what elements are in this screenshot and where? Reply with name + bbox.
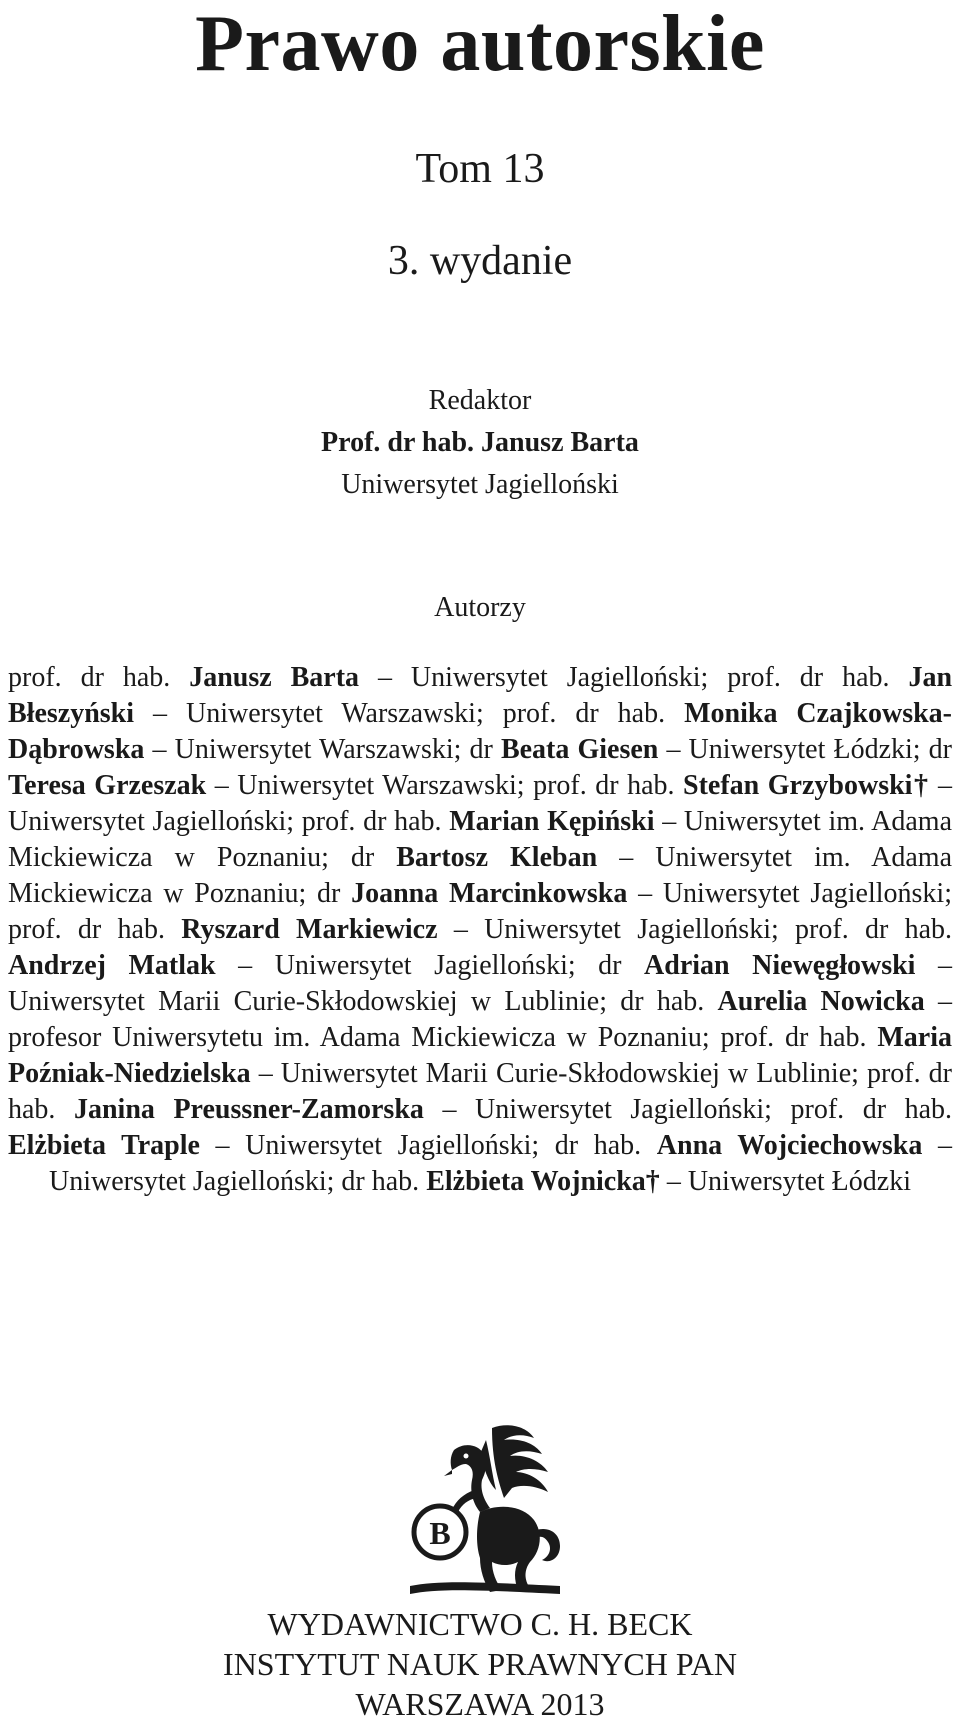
- editor-label: Redaktor: [428, 385, 532, 416]
- author-name: Adrian Niewęgłowski: [644, 950, 916, 981]
- author-name: Joanna Marcinkowska: [351, 878, 628, 909]
- author-name: Maria Poźniak-Niedzielska: [8, 1022, 952, 1089]
- author-title: prof. dr hab.: [301, 806, 450, 837]
- author-title: dr hab.: [341, 1166, 427, 1197]
- author-entry: [317, 878, 952, 909]
- author-name: Aurelia Nowicka: [717, 986, 925, 1017]
- author-affiliation: – Uniwersytet Marii Curie-Skłodowskiej w Lublinie;: [8, 950, 953, 1017]
- author-name: Beata Giesen: [500, 734, 659, 765]
- author-title: dr: [928, 734, 952, 765]
- author-name: Janusz Barta: [189, 662, 360, 693]
- author-affiliation: – Uniwersytet Jagielloński;: [359, 662, 728, 693]
- svg-text:B: B: [429, 1515, 451, 1551]
- author-name: Jan Błeszyński: [8, 662, 953, 729]
- author-name: Elżbieta Traple: [8, 1130, 200, 1161]
- author-name: Anna Wojciechowska: [656, 1130, 923, 1161]
- author-affiliation: – profesor Uniwersytetu im. Adama Mickiewicza w Poznaniu;: [8, 986, 952, 1053]
- author-affiliation: – Uniwersytet Jagielloński;: [423, 1094, 791, 1125]
- author-title: dr: [317, 878, 352, 909]
- author-affiliation: – Uniwersytet Jagielloński;: [199, 1130, 555, 1161]
- authors-label: Autorzy: [434, 592, 526, 623]
- author-title: dr hab.: [620, 986, 718, 1017]
- author-affiliation: – Uniwersytet Łódzki;: [658, 734, 929, 765]
- author-title: prof. dr hab.: [795, 914, 952, 945]
- author-affiliation: – Uniwersytet Jagielloński;: [49, 1130, 952, 1197]
- publisher-block: [0, 1604, 960, 1724]
- editor-affiliation: Uniwersytet Jagielloński: [341, 469, 619, 500]
- author-name: Marian Kępiński: [449, 806, 655, 837]
- author-affiliation: – Uniwersytet Łódzki: [659, 1166, 911, 1197]
- author-name: Janina Preussner-Zamorska: [73, 1094, 424, 1125]
- author-affiliation: – Uniwersytet Jagielloński;: [437, 914, 796, 945]
- author-title: prof. dr hab.: [8, 1058, 952, 1125]
- author-entry: [470, 734, 929, 765]
- author-title: dr: [469, 734, 501, 765]
- author-affiliation: – Uniwersytet im. Adama Mickiewicza w Poznaniu;: [8, 806, 952, 873]
- author-entry: [341, 1166, 911, 1197]
- griffin-logo-icon: [400, 1420, 570, 1600]
- author-affiliation: – Uniwersytet Jagielloński;: [8, 770, 953, 837]
- publisher-name: WYDAWNICTWO C. H. BECK: [267, 1606, 693, 1642]
- author-title: prof. dr hab.: [720, 1022, 878, 1053]
- author-name: Bartosz Kleban: [396, 842, 598, 873]
- author-name: Stefan Grzybowski†: [683, 770, 930, 801]
- author-title: dr: [350, 842, 397, 873]
- author-title: prof. dr hab.: [533, 770, 684, 801]
- author-name: Teresa Grzeszak: [8, 770, 207, 801]
- co-publisher-name: INSTYTUT NAUK PRAWNYCH PAN: [223, 1646, 737, 1682]
- author-title: prof. dr hab.: [790, 1094, 952, 1125]
- author-title: dr: [598, 950, 645, 981]
- editor-name: Prof. dr hab. Janusz Barta: [321, 427, 639, 458]
- author-affiliation: – Uniwersytet Jagielloński;: [627, 878, 952, 909]
- author-name: Andrzej Matlak: [8, 950, 216, 981]
- author-affiliation: – Uniwersytet Warszawski;: [206, 770, 534, 801]
- author-title: dr hab.: [554, 1130, 657, 1161]
- author-title: prof. dr hab.: [502, 698, 685, 729]
- author-title: prof. dr hab.: [8, 662, 190, 693]
- author-name: Monika Czajkowska-Dąbrowska: [8, 698, 952, 765]
- author-title: prof. dr hab.: [8, 914, 182, 945]
- author-affiliation: – Uniwersytet Marii Curie-Skłodowskiej w Lublinie;: [250, 1058, 867, 1089]
- author-affiliation: – Uniwersytet Jagielloński;: [215, 950, 599, 981]
- edition-number: 3. wydanie: [387, 238, 573, 284]
- editor-block: [0, 380, 960, 506]
- volume-number: Tom 13: [415, 146, 545, 192]
- authors-list: [8, 660, 952, 1200]
- author-affiliation: – Uniwersytet Warszawski;: [134, 698, 503, 729]
- author-entry: [8, 662, 727, 693]
- author-entry: [8, 914, 795, 945]
- author-name: Ryszard Markiewicz: [181, 914, 438, 945]
- author-affiliation: – Uniwersytet Warszawski;: [144, 734, 470, 765]
- author-title: prof. dr hab.: [727, 662, 909, 693]
- author-affiliation: – Uniwersytet im. Adama Mickiewicza w Poznaniu;: [8, 842, 953, 909]
- author-name: Elżbieta Wojnicka†: [426, 1166, 660, 1197]
- publication-place-year: WARSZAWA 2013: [355, 1686, 605, 1722]
- book-title: Prawo autorskie: [195, 0, 765, 88]
